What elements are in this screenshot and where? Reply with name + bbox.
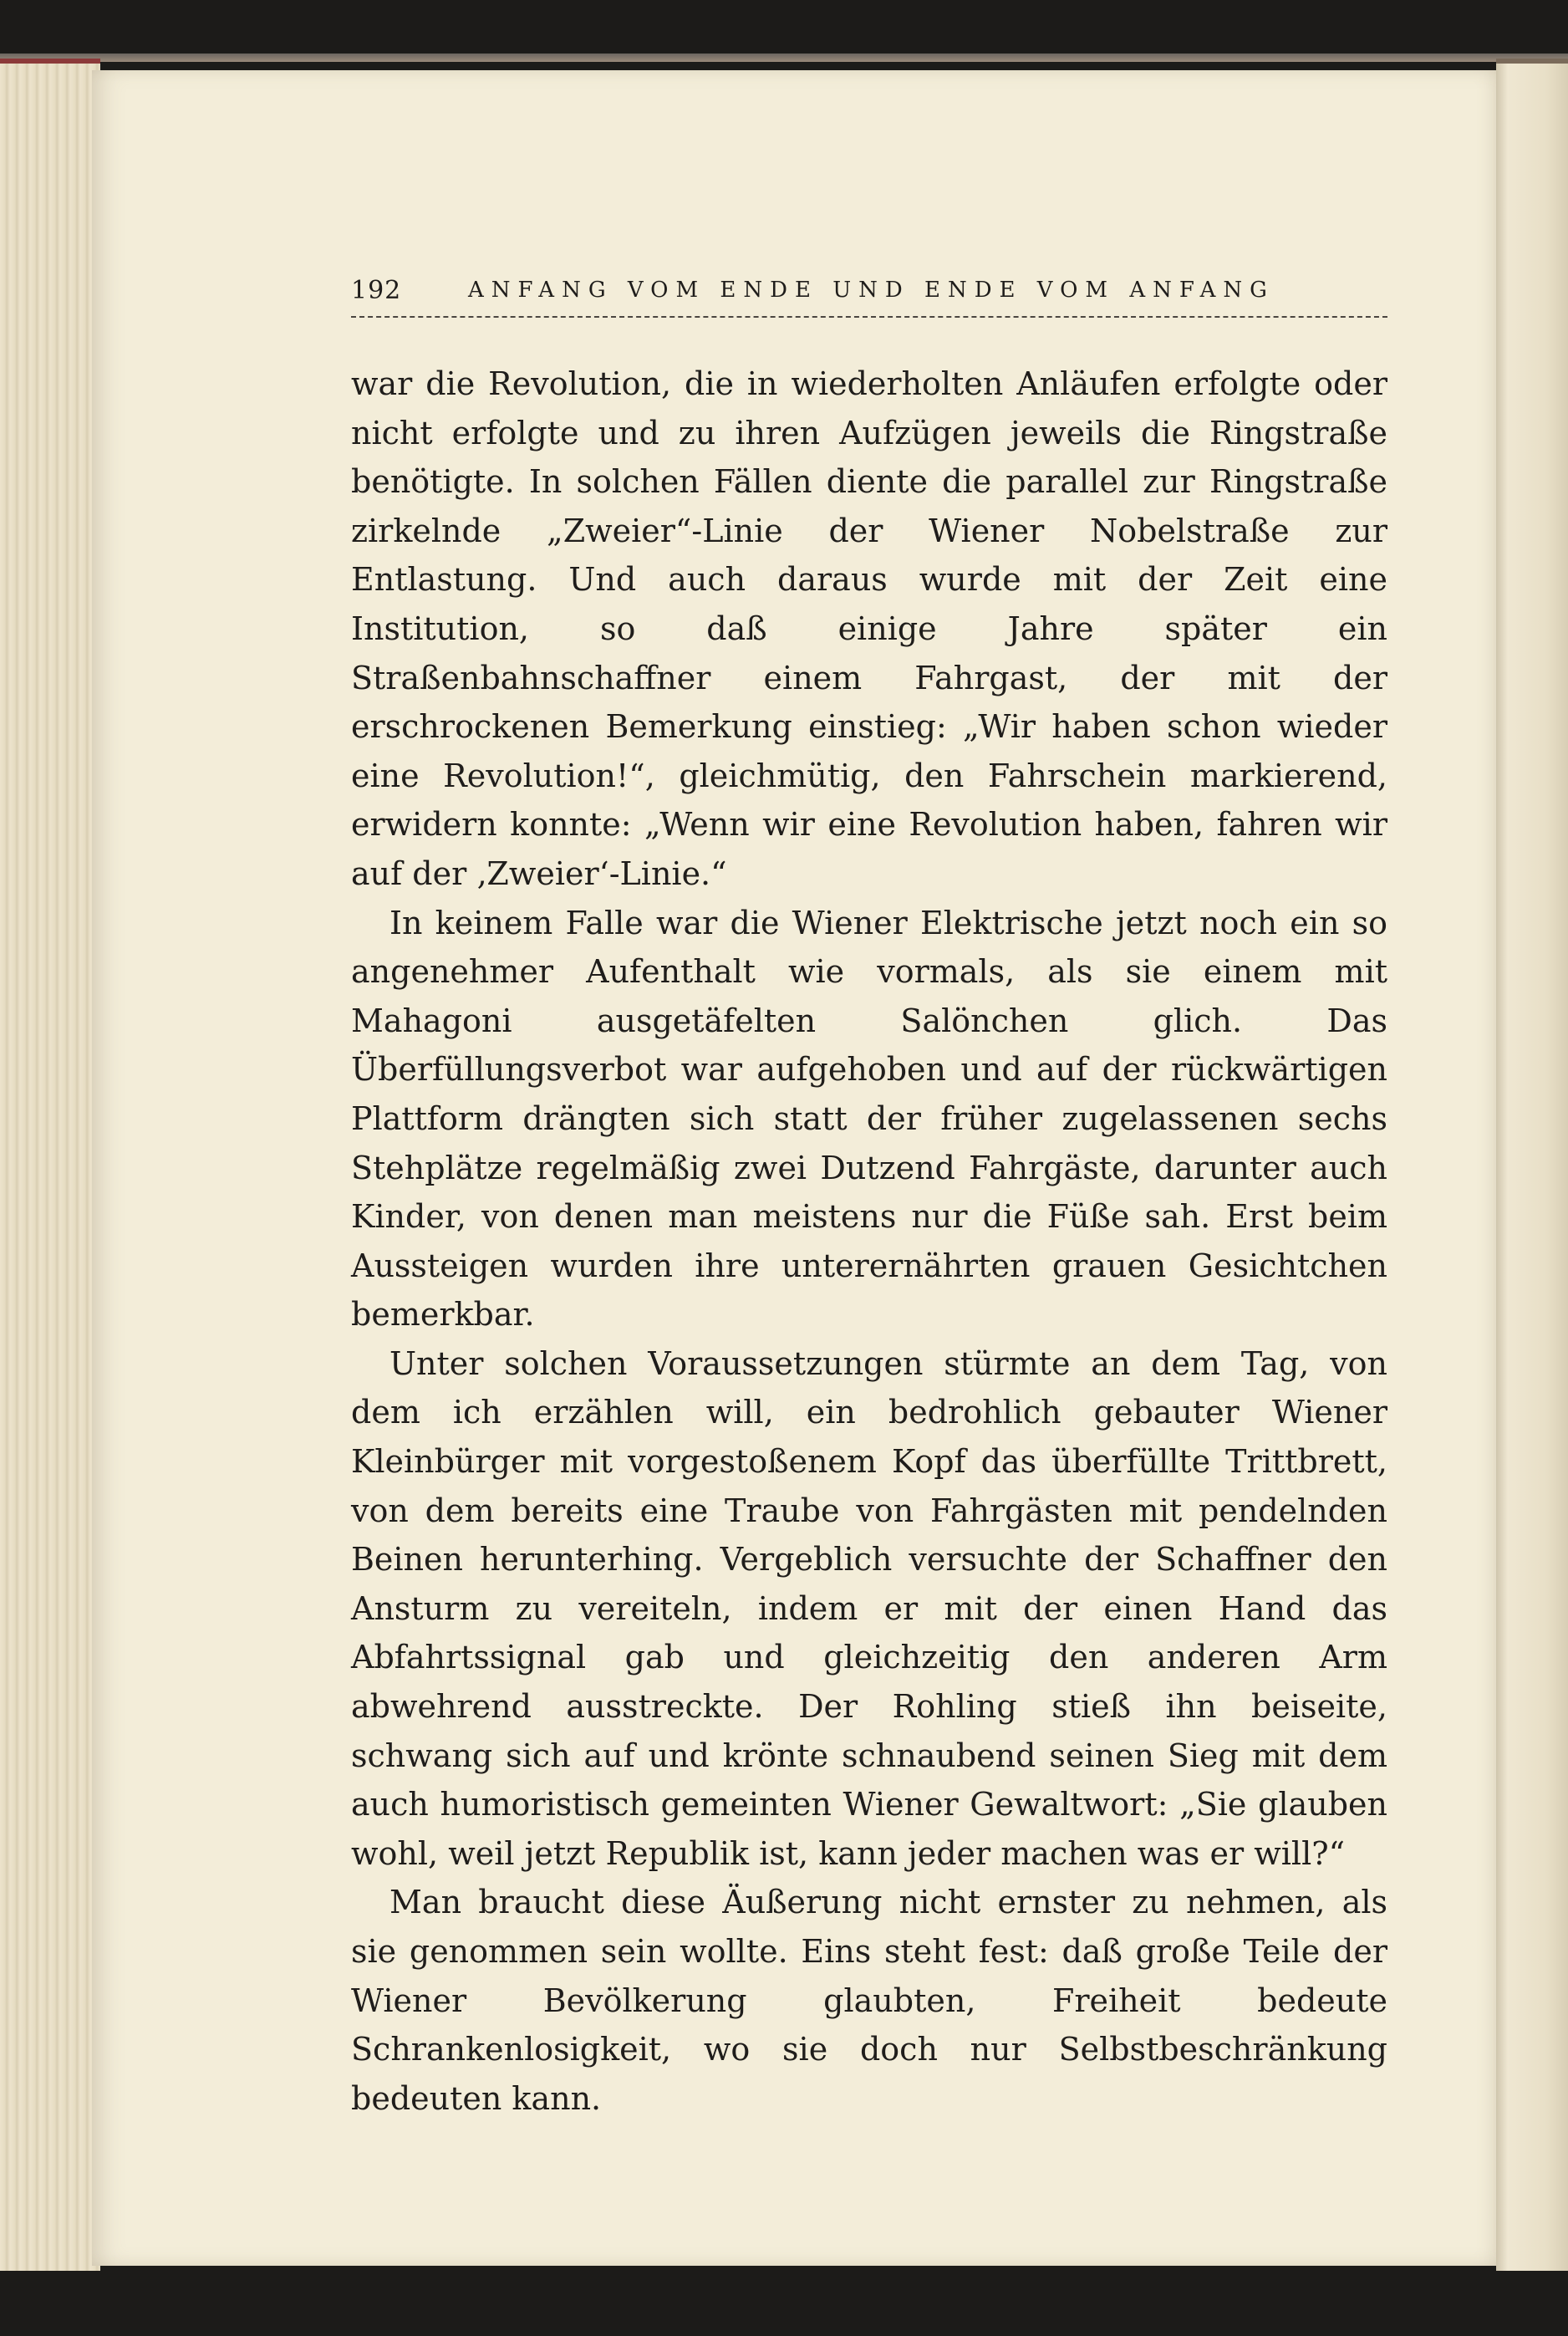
book-top-edge: [0, 54, 1568, 62]
running-header-title: ANFANG VOM ENDE UND ENDE VOM ANFANG: [468, 278, 1275, 303]
right-page-stack: [1496, 59, 1568, 2271]
left-page-stack: [0, 59, 100, 2271]
paragraph-continued: war die Revolution, die in wiederholten Anläufen erfolgte oder nicht erfolgte und zu ihren Aufzügen jeweils die Ringstraße benötigte. In solchen Fällen diente die parallel zur Ringstraße zirkelnde „Zweier“-Linie der Wiener Nobelstraße zur Entlastung. Und auch daraus wurde mit der Zeit eine Institution, so daß einige Jahre später ein Straßenbahnschaffner einem Fahrgast, der mit der erschrockenen Bemerkung einstieg: „Wir haben schon wieder eine Revolution!“, gleichmütig, den Fahrschein markierend, erwidern konnte: „Wenn wir eine Revolution haben, fahren wir auf der ‚Zweier‘-Linie.“: [351, 365, 1387, 892]
page-number: 192: [351, 276, 402, 305]
body-text: [351, 360, 1387, 2123]
paragraph: Man braucht diese Äußerung nicht ernster zu nehmen, als sie genommen sein wollte. Eins steht fest: daß große Teile der Wiener Bevölkerung glaubten, Freiheit bedeute Schrankenlosigkeit, wo sie doch nur Selbstbeschränkung bedeuten kann.: [351, 1884, 1387, 2117]
running-header: [351, 276, 1387, 318]
paragraph: In keinem Falle war die Wiener Elektrische jetzt noch ein so angenehmer Aufenthalt wie vormals, als sie einem mit Mahagoni ausgetäfelten Salönchen glich. Das Überfüllungsverbot war aufgehoben und auf der rückwärtigen Plattform drängten sich statt der früher zugelassenen sechs Stehplätze regelmäßig zwei Dutzend Fahrgäste, darunter auch Kinder, von denen man meistens nur die Füße sah. Erst beim Aussteigen wurden ihre unterernährten grauen Gesichtchen bemerkbar.: [351, 904, 1387, 1334]
paragraph: Unter solchen Voraussetzungen stürmte an dem Tag, von dem ich erzählen will, ein bedrohlich gebauter Wiener Kleinbürger mit vorgestoßenem Kopf das überfüllte Trittbrett, von dem bereits eine Traube von Fahrgästen mit pendelnden Beinen herunterhing. Vergeblich versuchte der Schaffner den Ansturm zu vereiteln, indem er mit der einen Hand das Abfahrtssignal gab und gleichzeitig den anderen Arm abwehrend ausstreckte. Der Rohling stieß ihn beiseite, schwang sich auf und krönte schnaubend seinen Sieg mit dem auch humoristisch gemeinten Wiener Gewaltwort: „Sie glauben wohl, weil jetzt Republik ist, kann jeder machen was er will?“: [351, 1344, 1387, 1872]
